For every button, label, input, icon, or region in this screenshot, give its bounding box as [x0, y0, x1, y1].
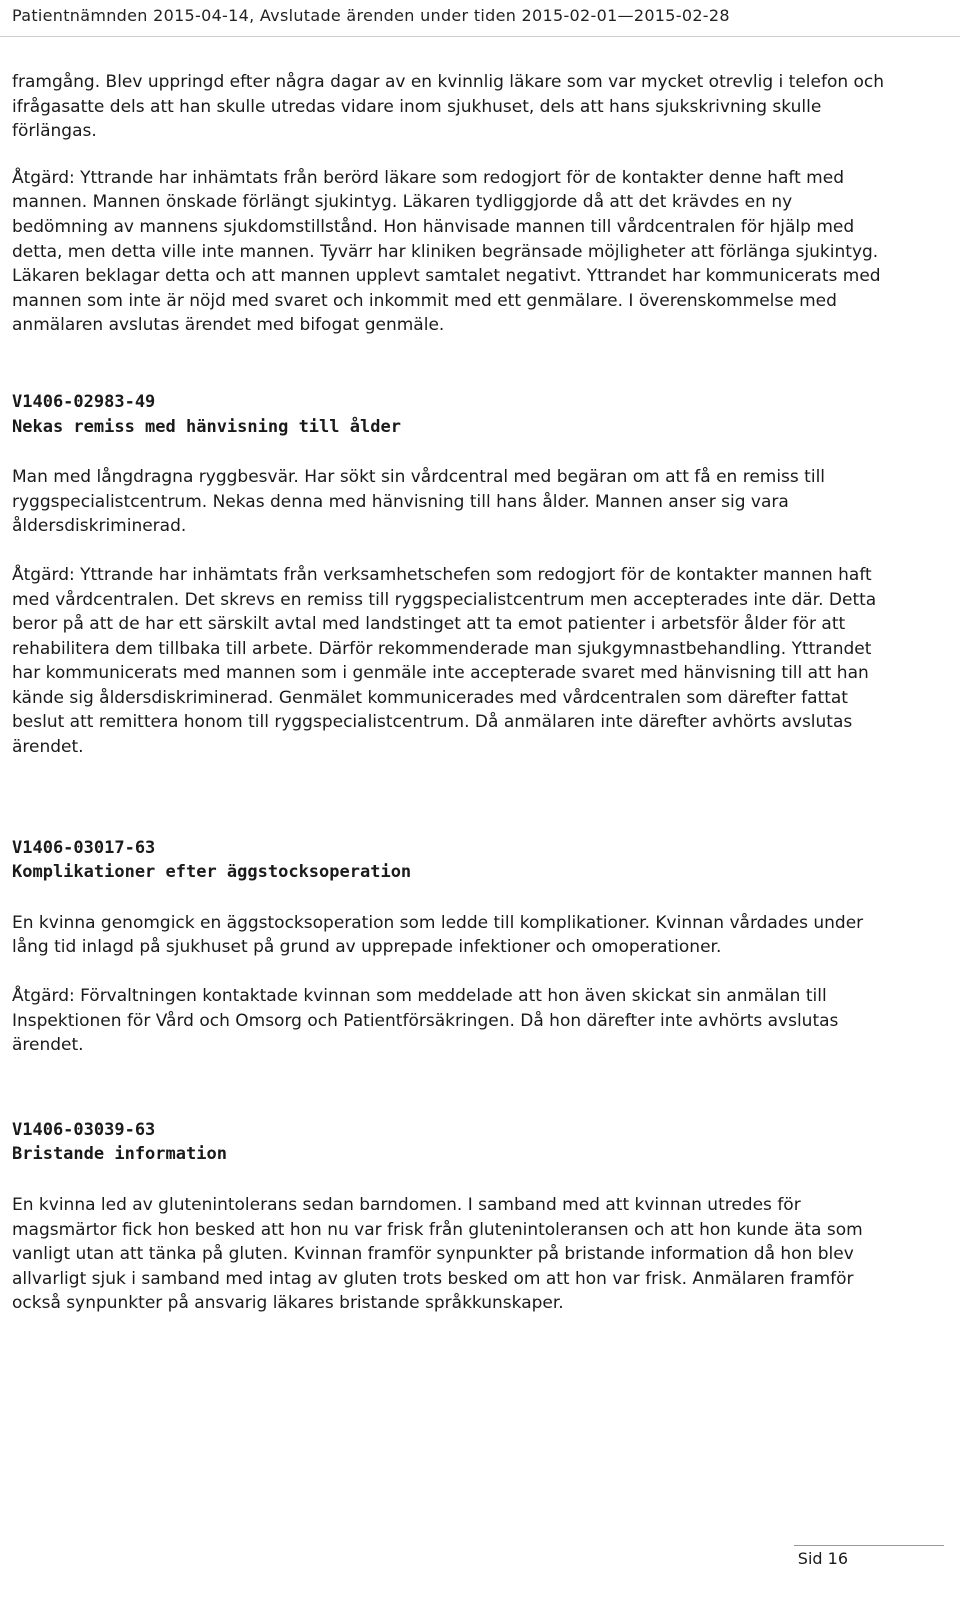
case-action: Åtgärd: Yttrande har inhämtats från verksamhetschefen som redogjort för de kontakter mannen haft med vårdcentralen. Det skrevs en remiss till ryggspecialistcentrum men accepterades inte där. Detta beror på att de har ett särskilt avtal med landstinget att ta emot patienter i arbetsför ålder för att rehabilitera dem tillbaka till arbete. Därför rekommenderade man sjukgymnastbehandling. Yttrandet har kommunicerats med mannen som i genmäle inte accepterade svaret med hänvisning till att han kände sig åldersdiskriminerad. Genmälet kommunicerades med vårdcentralen som därefter fattat beslut att remittera honom till ryggspecialistcentrum. Då anmälaren inte därefter avhörts avslutas ärendet. [12, 564, 877, 758]
intro-action: Åtgärd: Yttrande har inhämtats från berörd läkare som redogjort för de kontakter denne haft med mannen. Mannen önskade förlängt sjukintyg. Läkaren tydliggjorde då att det krävdes en ny bedömning av mannens sjukdomstillstånd. Hon hänvisade mannen till vårdcentralen för hjälp med detta, men detta ville inte mannen. Tyvärr har kliniken begränsade möjligheter att förlänga sjukintyg. Läkaren beklagar detta och att mannen upplevt samtalet negativt. Yttrandet har kommunicerats med mannen som inte är nöjd med svaret och inkommit med ett genmälare. I överenskommelse med anmälaren avslutas ärendet med bifogat genmäle. [12, 167, 881, 336]
footer-divider [794, 1545, 944, 1546]
case-v1406-03017-63 [12, 836, 892, 1058]
case-title: Nekas remiss med hänvisning till ålder [12, 416, 401, 437]
case-v1406-02983-49 [12, 390, 892, 760]
case-description: Man med långdragna ryggbesvär. Har sökt sin vårdcentral med begäran om att få en remiss till ryggspecialistcentrum. Nekas denna med hänvisning till hans ålder. Mannen anser sig vara åldersdiskriminerad. [12, 467, 826, 537]
page-number: Sid 16 [797, 1549, 848, 1568]
header-title: Patientnämnden 2015-04-14, Avslutade ärenden under tiden 2015-02-01—2015-02-28 [12, 6, 730, 25]
case-id: V1406-02983-49 [12, 391, 156, 412]
page-header [0, 0, 960, 37]
case-title: Bristande information [12, 1144, 227, 1165]
case-description: En kvinna genomgick en äggstocksoperation som ledde till komplikationer. Kvinnan vårdades under lång tid inlagd på sjukhuset på grund av upprepade infektioner och omoperationer. [12, 912, 864, 958]
intro-continuation: framgång. Blev uppringd efter några dagar av en kvinnlig läkare som var mycket otrevlig i telefon och ifrågasatte dels att han skulle utredas vidare inom sjukhuset, dels att hans sjukskrivning skulle förlängas. [12, 72, 885, 142]
case-action: Åtgärd: Förvaltningen kontaktade kvinnan som meddelade att hon även skickat sin anmälan till Inspektionen för Vård och Omsorg och Patientförsäkringen. Då hon därefter inte avhörts avslutas ärendet. [12, 986, 839, 1056]
case-title: Komplikationer efter äggstocksoperation [12, 862, 412, 883]
case-id: V1406-03017-63 [12, 837, 156, 858]
case-v1406-03039-63 [12, 1118, 892, 1316]
document-body [12, 70, 892, 1316]
case-id: V1406-03039-63 [12, 1119, 156, 1140]
case-description: En kvinna led av glutenintolerans sedan barndomen. I samband med att kvinnan utredes för magsmärtor fick hon besked att hon nu var frisk från glutenintoleransen och att hon kunde äta som vanligt utan att tänka på gluten. Kvinnan framför synpunkter på bristande information då hon blev allvarligt sjuk i samband med intag av gluten trots besked om att hon var frisk. Anmälaren framför också synpunkter på ansvarig läkares bristande språkkunskaper. [12, 1195, 863, 1314]
